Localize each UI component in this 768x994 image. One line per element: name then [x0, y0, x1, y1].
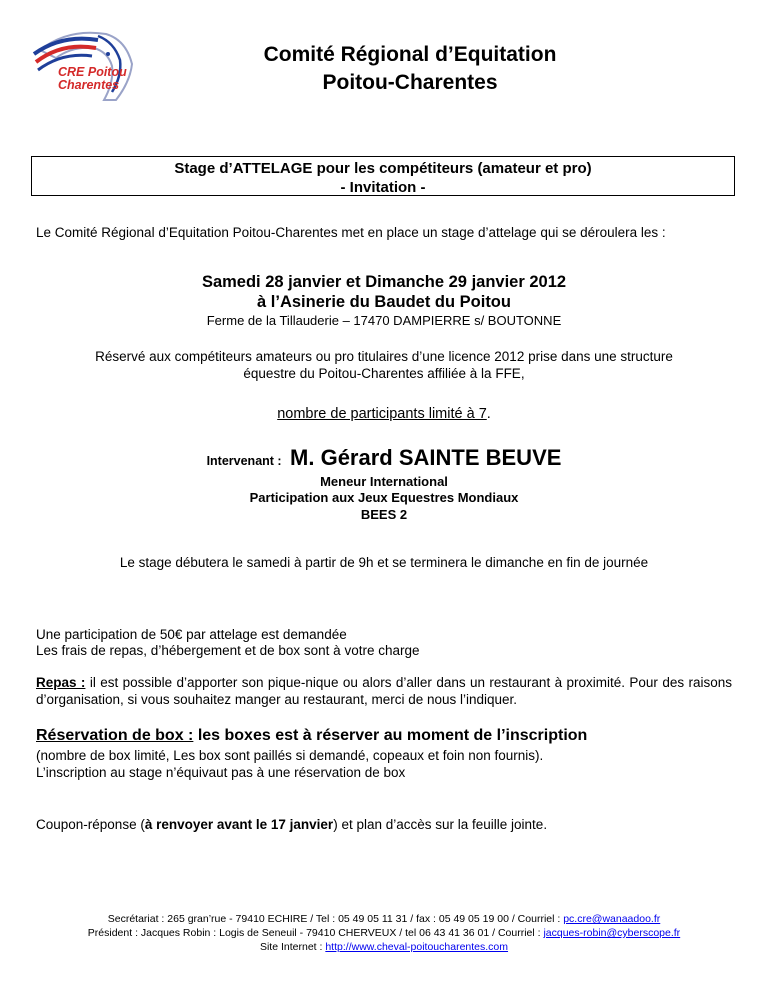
- title-box: [31, 156, 735, 196]
- coupon-line: [36, 816, 732, 833]
- repas-paragraph: [36, 674, 732, 708]
- coupon-deadline: à renvoyer avant le 17 janvier: [144, 817, 334, 832]
- footer-secretariat-text: Secrétariat : 265 gran’rue - 79410 ECHIRE / Tel : 05 49 05 11 31 / fax : 05 49 05 19 00 / Courriel :: [107, 913, 564, 925]
- footer-president-text: Président : Jacques Robin : Logis de Seneuil - 79410 CHERVEUX / tel 06 43 41 36 01 / Courriel :: [87, 927, 544, 939]
- box-reservation-heading: [36, 726, 587, 746]
- speaker-title3: BEES 2: [360, 507, 408, 522]
- footer-website: [0, 940, 768, 954]
- speaker-label: Intervenant :: [206, 454, 282, 468]
- box-reservation-line2: L’inscription au stage n’équivaut pas à une réservation de box: [36, 765, 406, 780]
- coupon-before: Coupon-réponse (: [36, 817, 145, 832]
- speaker-name: M. Gérard SAINTE BEUVE: [290, 445, 562, 470]
- participants-limit: [0, 405, 768, 423]
- title-line2: - Invitation -: [340, 179, 426, 196]
- speaker-title1: Meneur International: [320, 474, 448, 489]
- president-email-link[interactable]: jacques-robin@cyberscope.fr: [543, 927, 681, 939]
- intro-paragraph: Le Comité Régional d’Equitation Poitou-Charentes met en place un stage d’attelage qui se déroulera les :: [36, 225, 666, 240]
- box-reservation-label: Réservation de box :: [36, 727, 194, 744]
- secretariat-email-link[interactable]: pc.cre@wanaadoo.fr: [563, 913, 661, 925]
- logo-text-line1: CRE Poitou: [58, 65, 127, 79]
- speaker-row: [0, 444, 768, 475]
- fees-line2: Les frais de repas, d’hébergement et de box sont à votre charge: [36, 643, 420, 658]
- reserved-line1: Réservé aux compétiteurs amateurs ou pro titulaires d’une licence 2012 prise dans une structure: [95, 349, 673, 364]
- coupon-after: ) et plan d’accès sur la feuille jointe.: [333, 817, 548, 832]
- repas-label: Repas :: [36, 675, 86, 690]
- participants-period: .: [486, 406, 491, 422]
- box-reservation-line1: (nombre de box limité, Les box sont paillés si demandé, copeaux et foin non fournis).: [36, 748, 544, 763]
- footer-website-text: Site Internet :: [259, 941, 326, 953]
- box-reservation-text: les boxes est à réserver au moment de l’inscription: [193, 727, 588, 744]
- title-line1: Stage d’ATTELAGE pour les compétiteurs (amateur et pro): [174, 160, 592, 177]
- org-name-line1: Comité Régional d’Equitation: [263, 43, 557, 66]
- schedule-text: Le stage débutera le samedi à partir de 9h et se terminera le dimanche en fin de journée: [119, 555, 649, 570]
- org-name-line2: Poitou-Charentes: [322, 71, 498, 94]
- website-link[interactable]: http://www.cheval-poitoucharentes.com: [325, 941, 509, 953]
- footer: [0, 912, 768, 954]
- logo-text-line2: Charentes: [58, 78, 120, 92]
- footer-president: [0, 926, 768, 940]
- footer-secretariat: [0, 912, 768, 926]
- participants-text: nombre de participants limité à 7: [277, 406, 487, 422]
- event-address: Ferme de la Tillauderie – 17470 DAMPIERRE s/ BOUTONNE: [206, 313, 562, 328]
- repas-text: il est possible d’apporter son pique-nique ou alors d’aller dans un restaurant à proximité. Pour des raisons d’organisation, si vous souhaitez manger au restaurant, merci de nous l’indiquer.: [36, 675, 732, 707]
- fees-line1: Une participation de 50€ par attelage est demandée: [36, 627, 347, 642]
- cre-logo: [28, 20, 138, 110]
- speaker-title2: Participation aux Jeux Equestres Mondiaux: [249, 490, 519, 505]
- event-dates: Samedi 28 janvier et Dimanche 29 janvier 2012: [201, 273, 567, 291]
- reserved-line2: équestre du Poitou-Charentes affiliée à la FFE,: [243, 366, 525, 381]
- event-venue: à l’Asinerie du Baudet du Poitou: [257, 293, 511, 311]
